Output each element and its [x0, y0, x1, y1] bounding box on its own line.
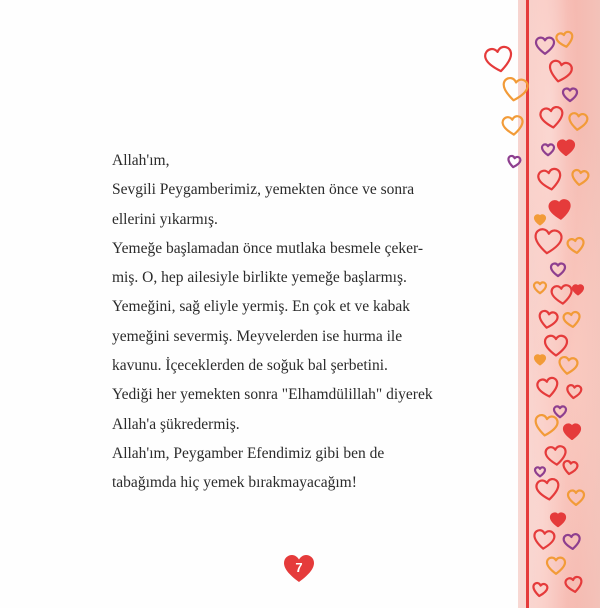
heart-icon	[535, 467, 545, 476]
heart-icon	[567, 237, 585, 253]
story-line: Allah'ım, Peygamber Efendimiz gibi ben de	[112, 444, 385, 462]
heart-icon	[547, 558, 565, 574]
heart-icon	[547, 60, 573, 84]
heart-icon	[563, 534, 580, 550]
page-number-badge	[284, 555, 314, 583]
heart-icon	[538, 310, 559, 329]
heart-icon	[568, 491, 584, 505]
heart-icon	[540, 106, 565, 129]
story-line: Allah'a şükredermiş.	[112, 415, 240, 433]
heart-icon	[564, 425, 580, 439]
story-line: Yemeğini, sağ eliyle yermiş. En çok et ve kabak	[112, 298, 411, 316]
heart-icon	[534, 414, 559, 437]
heart-icon	[535, 215, 545, 224]
heart-icon	[566, 385, 581, 399]
heart-icon	[537, 377, 560, 398]
heart-icon	[534, 229, 562, 255]
story-line: yemeğini severmiş. Meyvelerden ise hurma ile	[112, 327, 403, 345]
heart-icon	[558, 356, 578, 375]
heart-icon	[563, 311, 581, 327]
heart-icon	[565, 576, 583, 593]
story-line: Yediği her yemekten sonra "Elhamdülillah" diyerek	[112, 386, 433, 404]
page-number: 7	[295, 560, 303, 575]
heart-icon	[573, 285, 583, 294]
story-line: Allah'ım,	[112, 152, 170, 169]
heart-icon	[534, 282, 546, 293]
heart-icon	[558, 141, 574, 155]
heart-icon	[502, 116, 524, 136]
story-line: Sevgili Peygamberimiz, yemekten önce ve sonra	[112, 181, 415, 199]
heart-icon	[549, 200, 571, 220]
heart-icon	[536, 478, 561, 501]
story-line: ellerini yıkarmış.	[112, 210, 218, 228]
heart-icon	[551, 263, 565, 276]
heart-icon	[551, 285, 573, 305]
heart-icon	[507, 155, 521, 168]
heart-icon	[554, 406, 566, 417]
heart-icon	[537, 168, 562, 191]
story-text	[112, 146, 512, 498]
story-line: tabağımda hiç yemek bırakmayacağım!	[112, 474, 357, 492]
heart-icon	[556, 31, 575, 48]
heart-icon	[533, 530, 555, 550]
story-line: miş. O, hep ailesiyle birlikte yemeğe başlarmış.	[112, 269, 407, 287]
heart-icon	[551, 513, 565, 526]
story-line: Yemeğe başlamadan önce mutlaka besmele çeker-	[112, 239, 423, 257]
heart-icon	[536, 38, 554, 54]
heart-icon	[502, 77, 529, 102]
heart-icon	[532, 583, 548, 597]
heart-icon	[563, 88, 577, 101]
heart-icon	[542, 144, 554, 155]
heart-icon	[571, 169, 589, 185]
heart-icon	[535, 355, 545, 364]
heart-icon	[545, 336, 567, 356]
story-line: kavunu. İçeceklerden de soğuk bal şerbetini.	[112, 357, 388, 375]
heart-icon	[568, 113, 588, 131]
hearts-decoration	[470, 0, 600, 608]
heart-icon	[562, 460, 578, 475]
heart-icon	[484, 46, 514, 74]
